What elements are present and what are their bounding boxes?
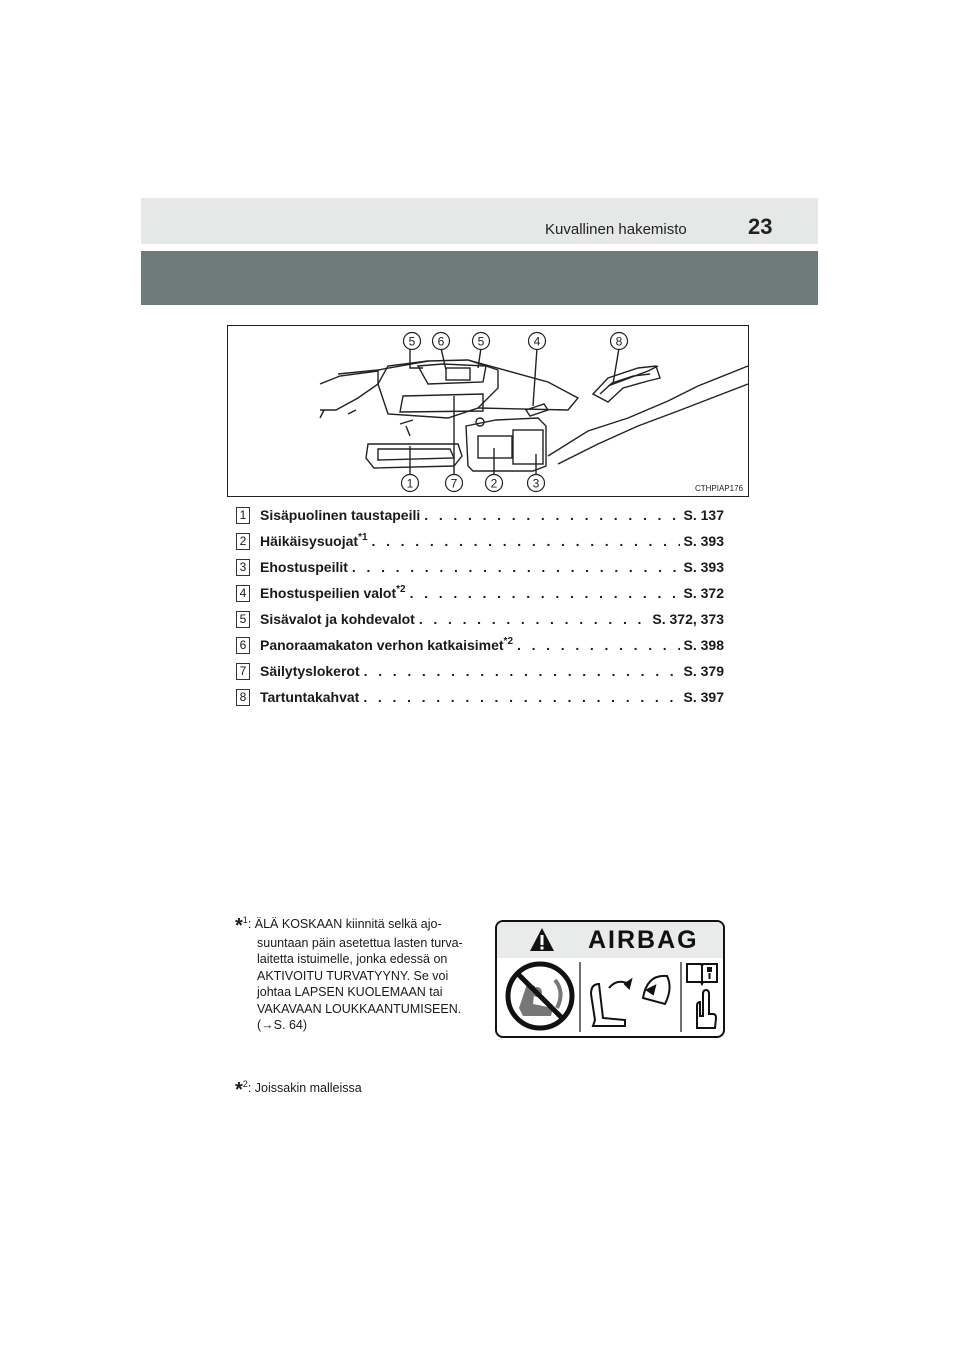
page-reference: S. 137 [683, 507, 724, 523]
callout-5a-label: 5 [408, 334, 416, 349]
header-band [141, 251, 818, 305]
ceiling-illustration [228, 326, 749, 497]
index-label: Häikäisysuojat$^{*1}$ [260, 532, 368, 549]
footnote-text: : Joissakin malleissa [247, 1081, 362, 1096]
page-number: 23 [748, 214, 773, 239]
index-label: Sisäpuolinen taustapeili [260, 507, 421, 523]
leader-dots [364, 663, 680, 679]
page-reference: S. 372 [683, 585, 724, 601]
index-label: Ehostuspeilien valot$^{*2}$ [260, 584, 406, 601]
callout-1-label: 1 [406, 476, 414, 491]
index-number: 4 [236, 585, 250, 602]
figure-code: CTHPIAP176 [694, 484, 743, 493]
footnote-star: * [235, 915, 243, 938]
index-row [236, 632, 724, 658]
seat-airbag-deploy-icon [591, 976, 670, 1026]
leader-dots [410, 585, 680, 601]
footnote-lead: : ÄLÄ KOSKAAN kiinnitä selkä ajo- [247, 917, 442, 932]
leader-dots [419, 611, 649, 627]
no-rear-facing-child-seat-icon [508, 964, 572, 1028]
index-label: Panoraamakaton verhon katkaisimet$^{*2}$ [260, 636, 513, 653]
leader-dots [352, 559, 680, 575]
leader-dots [363, 689, 679, 705]
warning-triangle-icon [529, 927, 555, 953]
index-label: Tartuntakahvat [260, 689, 360, 705]
index-label: Sisävalot ja kohdevalot [260, 611, 415, 627]
footnote-line: johtaa LAPSEN KUOLEMAAN tai [257, 985, 443, 1000]
footnote-star: * [235, 1079, 243, 1102]
page-reference: S. 397 [683, 689, 724, 705]
footnote-marker: 2 [242, 1079, 248, 1089]
leader-dots [372, 533, 680, 549]
index-row [236, 502, 724, 528]
footnote-2 [235, 1076, 362, 1102]
airbag-title: AIRBAG [588, 926, 699, 954]
index-number: 6 [236, 637, 250, 654]
interior-ceiling-figure [227, 325, 749, 497]
section-title: Kuvallinen hakemisto [545, 221, 687, 238]
index-number: 2 [236, 533, 250, 550]
index-number: 8 [236, 689, 250, 706]
index-row [236, 580, 724, 606]
airbag-pictograms [497, 958, 723, 1036]
footnote-line: AKTIVOITU TURVATYYNY. Se voi [257, 968, 449, 983]
index-row [236, 606, 724, 632]
footnote-line: VAKAVAAN LOUKKAANTUMISEEN. [257, 1001, 462, 1016]
footnote-marker: 1 [242, 915, 248, 925]
leader-dots [517, 637, 680, 653]
index-number: 7 [236, 663, 250, 680]
index-number: 3 [236, 559, 250, 576]
page-reference: S. 379 [683, 663, 724, 679]
callout-4-label: 4 [533, 334, 541, 349]
callout-7-label: 7 [450, 476, 458, 491]
callout-3-label: 3 [532, 476, 540, 491]
index-row [236, 554, 724, 580]
index-row [236, 658, 724, 684]
airbag-warning-label [495, 920, 725, 1038]
page-reference: S. 372, 373 [652, 611, 724, 627]
footnote-line: suuntaan päin asetettua lasten turva- [257, 935, 463, 950]
index-list [236, 502, 724, 710]
callout-5b-label: 5 [477, 334, 485, 349]
header-bar [141, 198, 818, 244]
index-number: 1 [236, 507, 250, 524]
footnote-line: (→S. 64) [257, 1018, 308, 1033]
index-number: 5 [236, 611, 250, 628]
page-reference: S. 398 [683, 637, 724, 653]
page-reference: S. 393 [683, 533, 724, 549]
index-label: Säilytyslokerot [260, 663, 360, 679]
callout-6-label: 6 [437, 334, 445, 349]
callout-8-label: 8 [615, 334, 623, 349]
read-manual-icon [687, 964, 717, 1028]
callout-2-label: 2 [490, 476, 498, 491]
index-row [236, 684, 724, 710]
index-label: Ehostuspeilit [260, 559, 348, 575]
leader-dots [424, 507, 679, 523]
footnote-line: laitetta istuimelle, jonka edessä on [257, 952, 448, 967]
footnote-1 [235, 912, 490, 1034]
page-reference: S. 393 [683, 559, 724, 575]
index-row [236, 528, 724, 554]
